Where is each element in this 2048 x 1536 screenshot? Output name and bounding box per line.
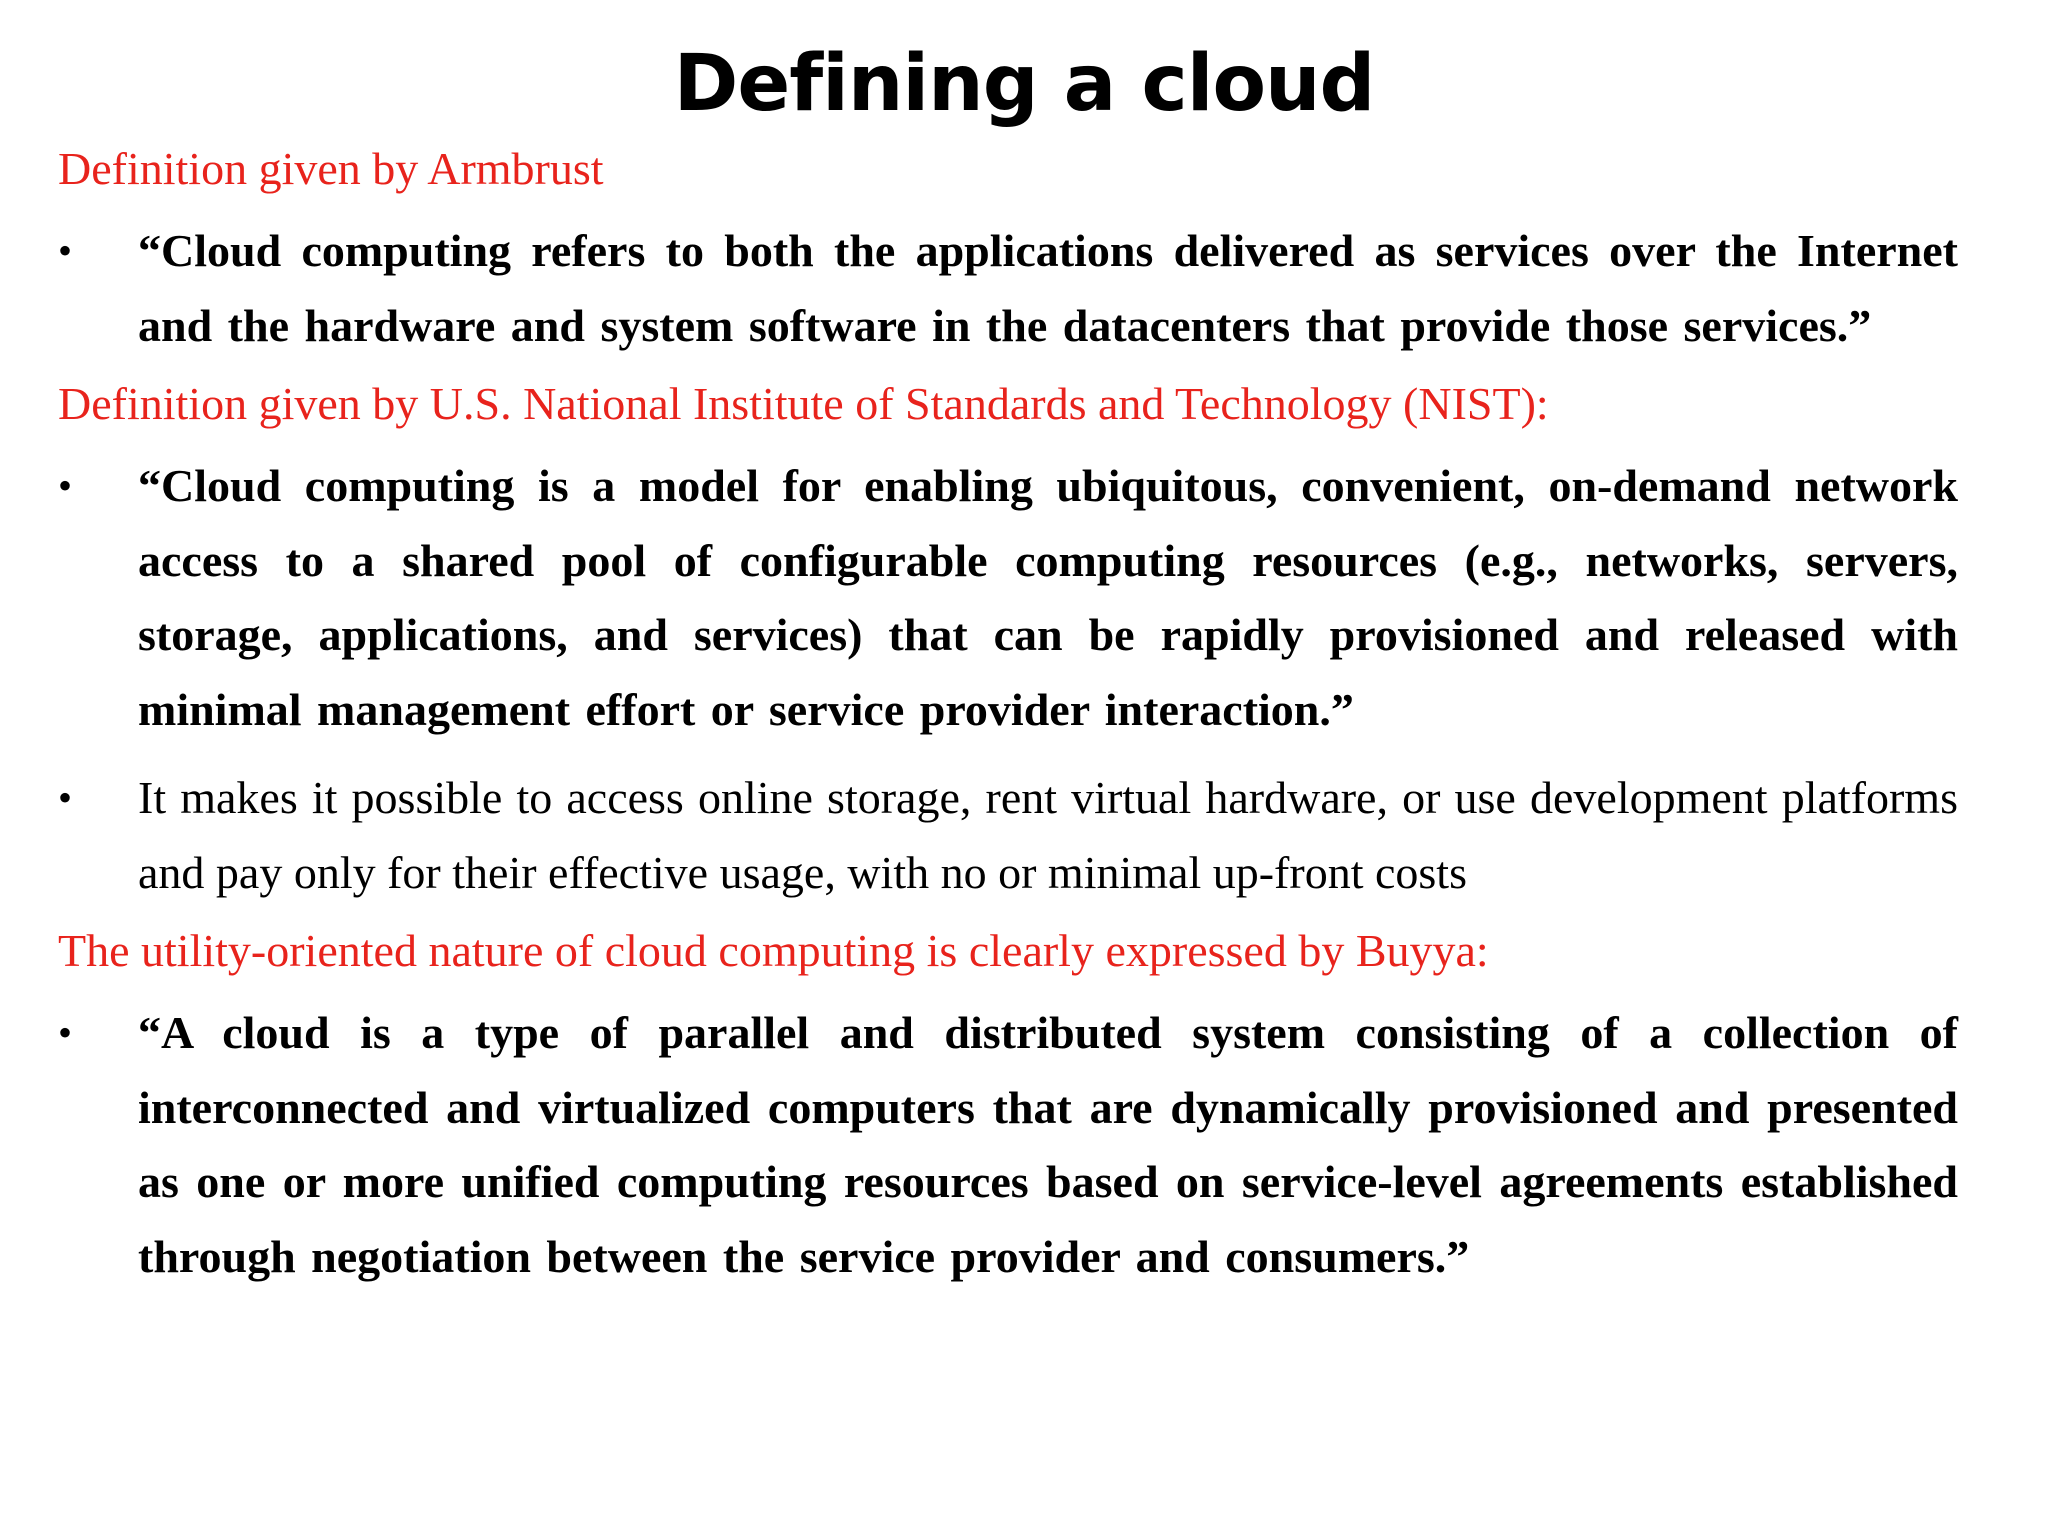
bullet-list-nist bbox=[58, 449, 1958, 910]
section-heading-buyya: The utility-oriented nature of cloud computing is clearly expressed by Buyya: bbox=[58, 925, 1489, 976]
list-item bbox=[58, 214, 1958, 363]
bullet-icon: • bbox=[58, 228, 73, 273]
list-item bbox=[58, 761, 1958, 910]
list-item bbox=[58, 996, 1958, 1294]
bullet-icon: • bbox=[58, 775, 73, 820]
bullet-icon: • bbox=[58, 1010, 73, 1055]
page-title: Defining a cloud bbox=[673, 39, 1375, 129]
section-heading-nist: Definition given by U.S. National Institute of Standards and Technology (NIST): bbox=[58, 378, 1549, 429]
list-item bbox=[58, 449, 1958, 747]
slide-content bbox=[58, 138, 1958, 1304]
bullet-list-buyya bbox=[58, 996, 1958, 1294]
definition-quote: “Cloud computing is a model for enabling ubiquitous, convenient, on-demand network access to a shared pool of configurable computing resources (e.g., networks, servers, storage, applications, and services) that can be rapidly provisioned and released with minimal management effort or service provider interaction.” bbox=[138, 460, 1958, 735]
definition-quote: “Cloud computing refers to both the applications delivered as services over the Internet and the hardware and system software in the datacenters that provide those services.” bbox=[138, 225, 1958, 351]
definition-quote: “A cloud is a type of parallel and distributed system consisting of a collection of interconnected and virtualized computers that are dynamically provisioned and presented as one or more unified computing resources based on service-level agreements established through negotiation between the service provider and consumers.” bbox=[138, 1007, 1958, 1282]
bullet-icon: • bbox=[58, 463, 73, 508]
section-heading-armbrust: Definition given by Armbrust bbox=[58, 143, 604, 194]
explanation-text: It makes it possible to access online storage, rent virtual hardware, or use development platforms and pay only for their effective usage, with no or minimal up-front costs bbox=[138, 772, 1958, 898]
bullet-list-armbrust bbox=[58, 214, 1958, 363]
